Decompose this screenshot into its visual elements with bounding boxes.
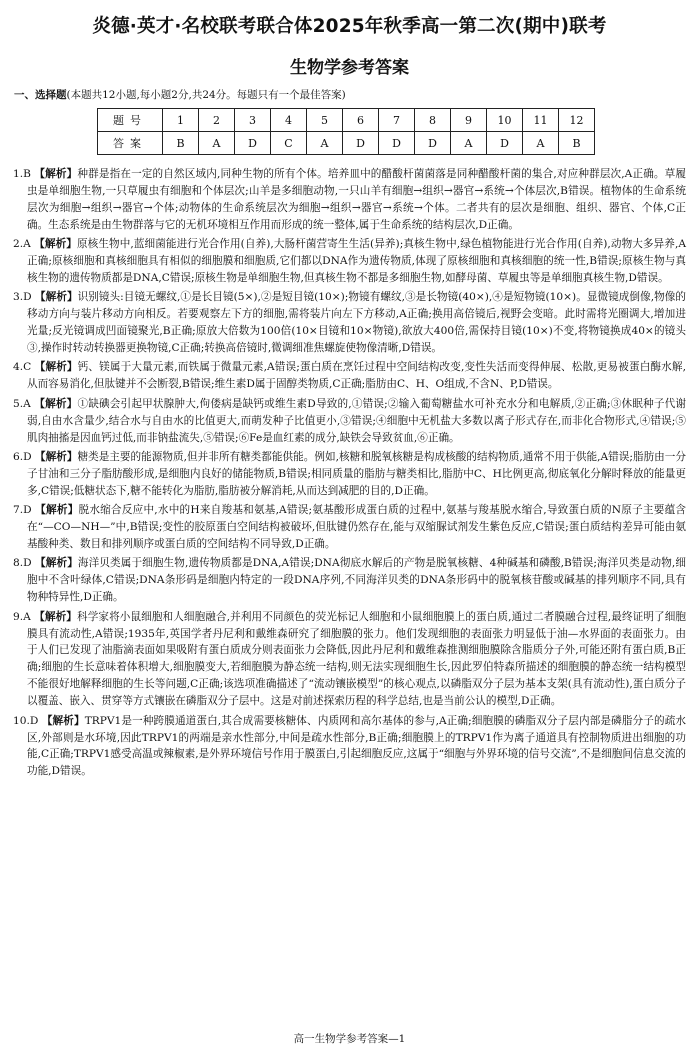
question-number-cell: 5	[307, 109, 343, 132]
explanation-item	[13, 713, 686, 781]
explanation-text: TRPV1是一种跨膜通道蛋白,其合成需要核糖体、内质网和高尔基体的参与,A正确;细胞膜的磷脂双分子层内部是磷脂分子的疏水区,外部则是水环境,因此TRPV1的两端是亲水性部分,中间是疏水性部分,B正确;细胞膜上的TRPV1作为离子通道具有控制物质进出细胞的功能,C正确;TRPV1感受高温或辣椒素,是外界环境信号作用于膜蛋白,引起细胞反应,这属于“细胞与外界环境的信号交流”,不是细胞间信息交流的功能,D错误。	[27, 714, 687, 778]
analysis-tag: 【解析】	[35, 557, 78, 570]
explanation-text: ①缺碘会引起甲状腺肿大,佝偻病是缺钙或维生素D导致的,①错误;②输入葡萄糖盐水可补充水分和电解质,②正确;③休眠种子代谢弱,自由水含量少,结合水与自由水的比值更大,而萌发种子比值更小,③错误;④细胞中无机盐大多数以离子形式存在,而非化合物形式,④错误;⑤肌肉抽搐是因血钙过低,而非钠盐流失,⑤错误;⑥Fe是血红素的成分,缺铁会导致贫血,⑥正确。	[27, 397, 687, 444]
analysis-tag: 【解析】	[35, 451, 78, 463]
question-number-cell: 9	[451, 109, 487, 132]
answer-cell: A	[451, 132, 487, 155]
answer-cell: D	[379, 132, 415, 155]
analysis-tag: 【解析】	[34, 361, 78, 374]
item-number: 8.D	[13, 557, 32, 570]
answer-cell: B	[163, 132, 199, 155]
question-number-cell: 11	[523, 109, 559, 132]
explanation-text: 种群是指在一定的自然区域内,同种生物的所有个体。培养皿中的醋酸杆菌菌落是同种醋酸杆菌的集合,对应种群层次,A正确。草履虫是单细胞生物,一只草履虫有细胞和个体层次;山羊是多细胞动物,一只山羊有细胞→组织→器官→系统→个体层次,B错误。植物体的生命系统层次为细胞→组织→器官→个体;动物体的生命系统层次为细胞→组织→器官→系统→个体。二者共有的层次是细胞、组织、器官、个体,C正确。生态系统是由生物群落与它的无机环境相互作用而形成的统一整体,属于生命系统的结构层次,D正确。	[27, 168, 686, 231]
explanation-text: 识别镜头:目镜无螺纹,①是长目镜(5×),②是短目镜(10×);物镜有螺纹,③是长物镜(40×),④是短物镜(10×)。显微镜成倒像,物像的移动方向与装片移动方向相反。若要观察左下方的细胞,需将装片向左下方移动,A正确;换用高倍镜后,视野会变暗。此时需将光圈调大,增加进光量;反光镜调成凹面镜聚光,B正确;原放大倍数为100倍(10×目镜和10×物镜),欲放大400倍,需保持目镜(10×)不变,将物镜换成40×的镜头③,操作时转动转换器更换物镜,C正确;转换高倍镜时,微调细准焦螺旋使物像清晰,D错误。	[27, 291, 686, 355]
explanation-item	[13, 449, 686, 500]
answer-cell: D	[235, 132, 271, 155]
explanation-text: 科学家将小鼠细胞和人细胞融合,并利用不同颜色的荧光标记人细胞和小鼠细胞膜上的蛋白质,通过二者膜融合过程,最终证明了细胞膜具有流动性,A错误;1935年,英国学者丹尼利和戴维森研究了细胞膜的张力。他们发现细胞的表面张力明显低于油—水界面的表面张力。由于人们已发现了油脂滴表面如果吸附有蛋白质成分则表面张力会降低,因此丹尼利和戴维森推测细胞膜除含脂质分子外,可能还附有蛋白质,B正确;细胞的生长意味着体积增大,细胞膜变大,若细胞膜为静态统一结构,则无法实现细胞生长,因此罗伯特森所描述的细胞膜的静态统一结构模型不能很好地解释细胞的生长等问题,C正确;该选项准确描述了“流动镶嵌模型”的核心观点,以磷脂双分子层为基本支架(具有流动性),蛋白质分子以覆盖、嵌入、贯穿等方式镶嵌在磷脂双分子层中。这是对前述探索历程的科学总结,也是当前公认的模型,D正确。	[27, 610, 686, 708]
answer-cell: D	[487, 132, 523, 155]
question-number-cell: 1	[163, 109, 199, 132]
analysis-tag: 【解析】	[34, 168, 78, 180]
question-number-cell: 6	[343, 109, 379, 132]
question-number-row	[98, 109, 595, 132]
explanation-item	[13, 236, 686, 287]
question-number-cell: 12	[559, 109, 595, 132]
analysis-tag: 【解析】	[35, 291, 78, 304]
question-number-cell: 8	[415, 109, 451, 132]
answer-cell: B	[559, 132, 595, 155]
item-number: 2.A	[13, 238, 31, 251]
analysis-tag: 【解析】	[34, 397, 78, 410]
item-number: 10.D	[13, 714, 39, 727]
analysis-tag: 【解析】	[34, 610, 77, 623]
explanation-item	[13, 555, 686, 606]
answer-key-title: 生物学参考答案	[290, 58, 409, 78]
answer-cell: A	[199, 132, 235, 155]
analysis-tag: 【解析】	[35, 504, 79, 517]
item-number: 5.A	[13, 397, 31, 410]
answer-cell: D	[343, 132, 379, 155]
analysis-tag: 【解析】	[41, 714, 85, 727]
explanation-text: 海洋贝类属于细胞生物,遗传物质都是DNA,A错误;DNA彻底水解后的产物是脱氧核糖、4种碱基和磷酸,B错误;海洋贝类是动物,细胞中不含叶绿体,C错误;DNA条形码是细胞内特定的一段DNA序列,不同海洋贝类的DNA条形码中的脱氧核苷酸或碱基的排列顺序不同,具有物种特异性,D正确。	[27, 557, 687, 604]
section-label: 一、选择题	[14, 89, 67, 101]
explanation-item	[13, 502, 686, 553]
question-number-cell: 10	[487, 109, 523, 132]
explanation-item	[13, 359, 686, 393]
item-number: 6.D	[13, 451, 32, 463]
item-number: 1.B	[13, 168, 31, 180]
answer-cell: A	[523, 132, 559, 155]
explanation-item	[13, 166, 686, 234]
explanation-text: 糖类是主要的能源物质,但并非所有糖类都能供能。例如,核糖和脱氧核糖是构成核酸的结构物质,通常不用于供能,A错误;脂肪由一分子甘油和三分子脂肪酸形成,是细胞内良好的储能物质,B错误;相同质量的脂肪与糖类相比,脂肪中C、H比例更高,彻底氧化分解时释放的能量更多,C错误;低糖状态下,糖不能转化为脂肪,脂肪被分解消耗,从而达到减肥的目的,D正确。	[27, 451, 687, 497]
explanation-text: 原核生物中,蓝细菌能进行光合作用(自养),大肠杆菌营寄生生活(异养);真核生物中,绿色植物能进行光合作用(自养),动物大多异养,A正确;原核细胞和真核细胞具有相似的细胞膜和细胞质,它们都以DNA作为遗传物质,体现了原核细胞和真核细胞的统一性,B错误;原核生物与真核生物的遗传物质都是DNA,C错误;原核生物是单细胞生物,但真核生物不都是多细胞生物,如酵母菌、草履虫等是单细胞真核生物,D错误。	[27, 238, 687, 284]
section-description: (本题共12小题,每小题2分,共24分。每题只有一个最佳答案)	[66, 89, 346, 101]
explanation-text: 钙、镁属于大量元素,而铁属于微量元素,A错误;蛋白质在烹饪过程中空间结构改变,变性失活而变得伸展、松散,更易被蛋白酶水解,从而容易消化,但肽键并不会断裂,B错误;维生素D属于固醇类物质,C正确;脂肪由C、H、O组成,不含N、P,D错误。	[27, 361, 686, 391]
page-footer: 高一生物学参考答案—1	[293, 1033, 406, 1045]
item-number: 9.A	[13, 610, 31, 623]
explanation-item	[13, 289, 686, 357]
question-number-cell: 4	[271, 109, 307, 132]
item-number: 7.D	[13, 504, 32, 517]
answer-label: 答案	[98, 132, 163, 155]
question-number-cell: 2	[199, 109, 235, 132]
answer-row	[98, 132, 595, 155]
question-number-cell: 3	[235, 109, 271, 132]
explanation-item	[13, 396, 686, 447]
item-number: 3.D	[13, 291, 32, 304]
answer-cell: D	[415, 132, 451, 155]
question-number-cell: 7	[379, 109, 415, 132]
analysis-tag: 【解析】	[34, 238, 77, 251]
explanation-text: 脱水缩合反应中,水中的H来自羧基和氨基,A错误;氨基酸形成蛋白质的过程中,氨基与羧基脱水缩合,导致蛋白质的N原子主要蕴含在“—CO—NH—”中,B错误;变性的胶原蛋白空间结构被破坏,但肽键仍然存在,能与双缩脲试剂发生紫色反应,C错误;蛋白质结构差异可能由氨基酸种类、数目和排列顺序或蛋白质的空间结构不同导致,D正确。	[27, 504, 687, 551]
explanation-item	[13, 609, 686, 710]
exam-title: 炎德·英才·名校联考联合体2025年秋季高一第二次(期中)联考	[92, 16, 607, 37]
question-number-label: 题号	[98, 109, 163, 132]
section-heading	[14, 87, 346, 102]
explanation-list	[13, 166, 686, 783]
item-number: 4.C	[13, 361, 32, 374]
answer-cell: C	[271, 132, 307, 155]
answer-table	[97, 108, 595, 155]
answer-cell: A	[307, 132, 343, 155]
